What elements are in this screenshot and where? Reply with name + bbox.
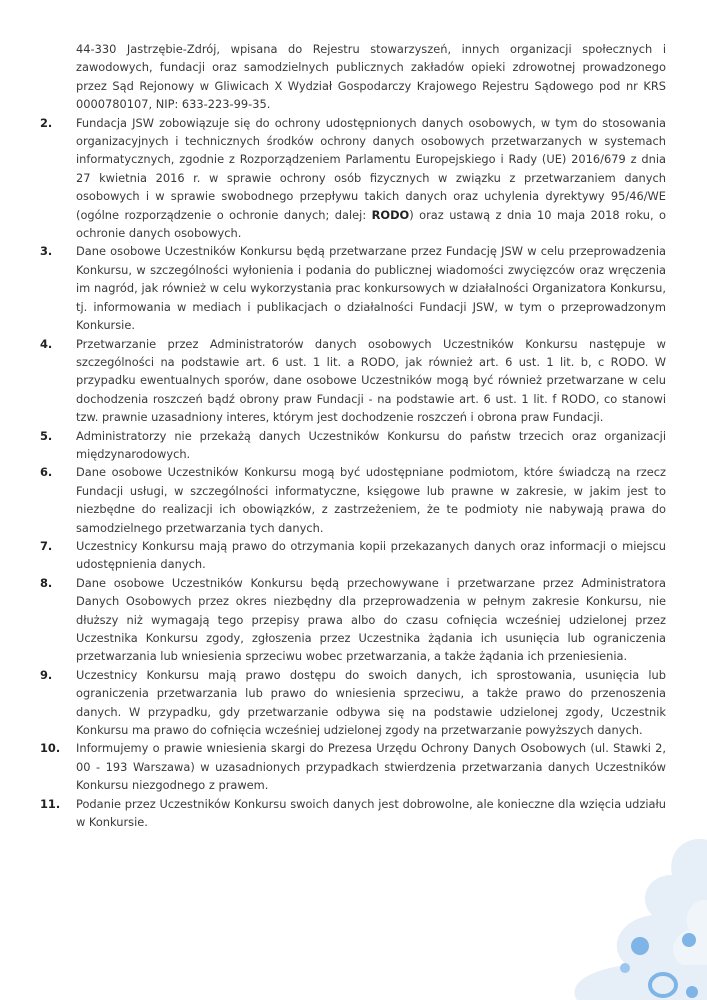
list-item-text-main: Uczestnicy Konkursu mają prawo do otrzymania kopii przekazanych danych oraz informacji o miejscu udostępnienia danych. <box>76 538 666 572</box>
list-item-text-main: Uczestnicy Konkursu mają prawo dostępu do swoich danych, ich sprostowania, usunięcia lub ograniczenia przetwarzania lub prawo do wniesienia sprzeciwu, a także prawo do przenoszenia danych. W przypadku, gdy przetwarzanie odbywa się na podstawie udzielonej zgody, Uczestnik Konkursu ma prawo do cofnięcia wcześniej udzielonej zgody na przetwarzanie powyższych danych. <box>76 667 666 738</box>
list-item-text <box>76 797 666 829</box>
list-item-text-main: Dane osobowe Uczestników Konkursu mogą być udostępniane podmiotom, które świadczą na rzecz Fundacji usługi, w szczególności informatyczne, księgowe lub prawne w zakresie, w jakim jest to niezbędne do realizacji ich obowiązków, z zastrzeżeniem, że te podmioty nie nabywają prawa do samodzielnego przetwarzania tych danych. <box>76 465 666 535</box>
list-item-text <box>76 337 666 425</box>
list-item <box>40 537 666 574</box>
list-item-number: 7. <box>40 538 53 553</box>
list-item <box>40 795 666 832</box>
list-item <box>40 739 666 794</box>
list-item-number: 3. <box>40 244 53 259</box>
list-item-text-main: Dane osobowe Uczestników Konkursu będą przechowywane i przetwarzane przez Administratora Danych Osobowych przez okres niezbędny dla przeprowadzenia w pełnym zakresie Konkursu, nie dłuższy niż wymagają tego przepisy prawa albo do czasu cofnięcia wcześniej udzielonej przez Uczestnika Konkursu zgody, zgłoszenia przez Uczestnika żądania ich usunięcia lub ograniczenia przetwarzania lub wniesienia sprzeciwu wobec przetwarzania, a także żądania ich przeniesienia. <box>76 575 666 664</box>
list-item <box>40 427 666 464</box>
list-item <box>40 463 666 537</box>
list-item-number: 9. <box>40 667 53 682</box>
list-item-text-main: Administratorzy nie przekażą danych Uczestników Konkursu do państw trzecich oraz organizacji międzynarodowych. <box>76 428 666 461</box>
list-item-number: 2. <box>40 115 53 130</box>
list-item-text-main: Podanie przez Uczestników Konkursu swoich danych jest dobrowolne, ale konieczne dla wzięcia udziału w Konkursie. <box>76 796 666 830</box>
list-item-text-main: Fundacja JSW zobowiązuje się do ochrony udostępnionych danych osobowych, w tym do stosowania organizacyjnych i technicznych środków ochrony danych osobowych przetwarzanych w systemach informatycznych, zgodnie z Rozporządzeniem Parlamentu Europejskiego i Rady (UE) 2016/679 z dnia 27 kwietnia 2016 r. w sprawie ochrony osób fizycznych w związku z przetwarzaniem danych osobowych i w sprawie swobodnego przepływu takich danych oraz uchylenia dyrektywy 95/46/WE (ogólne rozporządzenie o ochronie danych; dalej: <box>76 115 666 222</box>
list-item-text <box>76 668 666 737</box>
list-item-text <box>76 116 666 240</box>
list-item-number: 6. <box>40 465 53 480</box>
list-item-text <box>76 244 666 332</box>
list-item-text <box>76 429 666 461</box>
list-item-number: 8. <box>40 575 53 590</box>
consent-clause-list <box>40 40 666 831</box>
list-item-number: 10. <box>40 741 61 756</box>
list-item-text-tail: ) oraz ustawą z dnia 10 maja 2018 roku, o ochronie danych osobowych. <box>76 207 666 241</box>
list-item <box>40 574 666 666</box>
list-item-text <box>76 539 666 571</box>
list-item <box>40 114 666 243</box>
list-item-text <box>76 576 666 664</box>
list-item-number: 5. <box>40 428 53 443</box>
list-item-number: 11. <box>40 796 61 811</box>
list-item <box>40 242 666 334</box>
list-item-text-bold: RODO <box>371 207 410 222</box>
list-item-text-main: Informujemy o prawie wniesienia skargi do Prezesa Urzędu Ochrony Danych Osobowych (ul. Stawki 2, 00 - 193 Warszawa) w uzasadnionych przypadkach stwierdzenia przetwarzania danych Uczestników Konkursu niezgodnego z prawem. <box>76 741 666 793</box>
list-item-text-main: Dane osobowe Uczestników Konkursu będą przetwarzane przez Fundację JSW w celu przeprowadzenia Konkursu, w szczególności wyłonienia i podania do publicznej wiadomości zwycięzców oraz wręczenia im nagród, jak również w celu wykorzystania prac konkursowych w działalności Organizatora Konkursu, tj. informowania w mediach i publikacjach o działalności Fundacji JSW, w tym o przeprowadzonym Konkursie. <box>76 244 666 333</box>
list-item-text <box>76 465 666 534</box>
list-item-number: 4. <box>40 336 53 351</box>
intro-text: 44-330 Jastrzębie-Zdrój, wpisana do Rejestru stowarzyszeń, innych organizacji społecznych i zawodowych, fundacji oraz samodzielnych publicznych zakładów opieki zdrowotnej prowadzonego przez Sąd Rejonowy w Gliwicach X Wydział Gospodarczy Krajowego Rejestru Sądowego pod nr KRS 0000780107, NIP: 633-223-99-35. <box>76 42 666 112</box>
list-item <box>40 666 666 740</box>
list-item-text-main: Przetwarzanie przez Administratorów danych osobowych Uczestników Konkursu następuje w szczególności na podstawie art. 6 ust. 1 lit. a RODO, jak również art. 6 ust. 1 lit. b, c RODO. W przypadku ewentualnych sporów, dane osobowe Uczestników mogą być również przetwarzane w celu dochodzenia roszczeń bądź obrony praw Fundacji - na podstawie art. 6 ust. 1 lit. f RODO, co stanowi tzw. prawnie uzasadniony interes, którym jest dochodzenie roszczeń i obrona praw Fundacji. <box>76 336 666 425</box>
list-item-text <box>76 741 666 792</box>
list-item <box>40 335 666 427</box>
list-item-intro <box>40 40 666 114</box>
